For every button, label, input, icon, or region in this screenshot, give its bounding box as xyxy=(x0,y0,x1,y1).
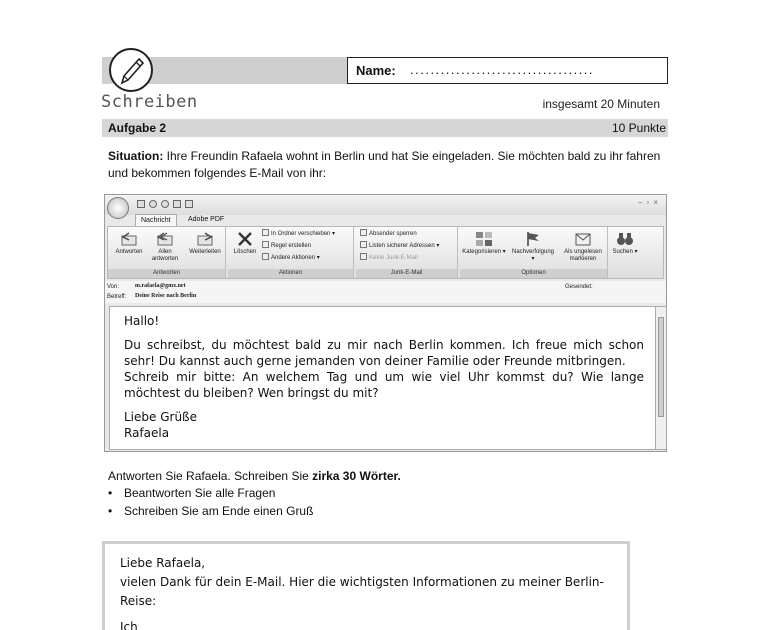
list-item: • Schreiben Sie am Ende einen Gruß xyxy=(108,502,313,520)
reply-label: Antworten xyxy=(115,249,143,255)
create-rule-label: Regel erstellen xyxy=(271,243,312,249)
sent-label: Gesendet: xyxy=(565,284,593,290)
answer-ich: Ich xyxy=(120,620,138,630)
save-icon[interactable] xyxy=(137,200,145,208)
name-field[interactable] xyxy=(347,57,668,84)
envelope-icon xyxy=(574,231,592,247)
folder-icon xyxy=(262,229,269,236)
search-label: Suchen xyxy=(612,249,633,255)
not-junk-button[interactable] xyxy=(360,253,418,261)
subject-value: Deine Reise nach Berlin xyxy=(135,293,197,299)
rule-icon xyxy=(262,241,269,248)
message-paragraph-2: Schreib mir bitte: An welchem Tag und um wie viel Uhr kommst du? Wie lange möchtest du bleiben? Wen bringst du mit? xyxy=(124,370,644,400)
delete-button[interactable] xyxy=(230,231,260,256)
redo-icon[interactable] xyxy=(161,200,169,208)
undo-icon[interactable] xyxy=(149,200,157,208)
message-paragraph-1: Du schreibst, du möchtest bald zu mir nach Berlin kommen. Ich freue mich schon sehr! Du kannst auch gerne jemanden von deiner Familie oder Freunde mitbringen. xyxy=(124,338,644,368)
group-label-antworten: Antworten xyxy=(108,269,225,278)
follow-up-label: Nachverfolgung xyxy=(511,249,555,255)
group-label-aktionen: Aktionen xyxy=(228,269,353,278)
pencil-icon xyxy=(109,48,153,92)
total-time: insgesamt 20 Minuten xyxy=(542,97,660,111)
scrollbar[interactable] xyxy=(655,306,667,450)
message-closing: Liebe Grüße xyxy=(124,410,197,424)
mark-unread-button[interactable] xyxy=(560,231,606,263)
group-label-optionen: Optionen xyxy=(460,269,607,278)
scrollbar-thumb[interactable] xyxy=(658,317,664,417)
block-sender-label: Absender sperren xyxy=(369,231,417,237)
task-title: Aufgabe 2 xyxy=(108,121,167,135)
follow-up-button[interactable]: Nachverfolgung ▾ xyxy=(510,231,556,263)
message-greeting: Hallo! xyxy=(124,314,160,328)
ribbon xyxy=(107,226,664,279)
down-arrow-icon[interactable] xyxy=(185,200,193,208)
task-bar xyxy=(102,119,668,137)
group-junk xyxy=(356,227,458,278)
instruction-list xyxy=(108,484,313,520)
safe-lists-icon xyxy=(360,241,367,248)
situation-body: Ihre Freundin Rafaela wohnt in Berlin und hat Sie eingeladen. Sie möchten bald zu ihr fahren und bekommen folgendes E-Mail von ihr: xyxy=(108,149,661,180)
reply-all-icon xyxy=(156,231,174,247)
reply-icon xyxy=(120,231,138,247)
subject-label: Betreff: xyxy=(107,294,127,300)
section-title: Schreiben xyxy=(101,92,198,112)
delete-x-icon xyxy=(236,231,254,247)
message-signature: Rafaela xyxy=(124,426,170,440)
instruction-text xyxy=(108,467,401,485)
safe-lists-button[interactable]: Listen sicherer Adressen ▾ xyxy=(360,241,439,249)
instruction-intro: Antworten Sie Rafaela. Schreiben Sie xyxy=(108,469,313,483)
move-to-folder-button[interactable]: In Ordner verschieben ▾ xyxy=(262,229,335,237)
office-button[interactable] xyxy=(107,197,129,219)
from-label: Von: xyxy=(107,284,120,290)
answer-box[interactable] xyxy=(102,541,630,630)
safe-lists-label: Listen sicherer Adressen xyxy=(369,243,435,249)
list-item: • Beantworten Sie alle Fragen xyxy=(108,484,313,502)
tab-adobe-pdf[interactable]: Adobe PDF xyxy=(188,216,225,223)
task-points: 10 Punkte xyxy=(611,121,666,135)
binoculars-icon xyxy=(616,231,634,247)
categorize-icon xyxy=(475,231,493,247)
group-optionen xyxy=(460,227,608,278)
name-label: Name: xyxy=(356,63,396,78)
up-arrow-icon[interactable] xyxy=(173,200,181,208)
answer-salutation: Liebe Rafaela, xyxy=(120,556,206,570)
search-button[interactable]: Suchen ▾ xyxy=(612,231,638,256)
reply-button[interactable] xyxy=(112,231,146,256)
forward-icon xyxy=(196,231,214,247)
create-rule-button[interactable] xyxy=(262,241,311,249)
answer-text xyxy=(120,554,620,611)
mark-unread-label: Als ungelesen markieren xyxy=(564,249,602,262)
categorize-label: Kategorisieren xyxy=(462,249,501,255)
situation-label: Situation: xyxy=(108,149,164,163)
forward-button[interactable] xyxy=(186,231,224,256)
group-suchen xyxy=(610,227,640,278)
block-sender-button[interactable] xyxy=(360,229,417,237)
not-junk-label: Keine Junk-E-Mail xyxy=(369,255,418,261)
reply-all-label: Allen antworten xyxy=(151,249,179,262)
instruction-word-count: zirka 30 Wörter. xyxy=(312,469,401,483)
situation-text xyxy=(108,148,664,182)
not-junk-icon xyxy=(360,253,367,260)
message-text xyxy=(124,313,644,441)
message-body xyxy=(109,306,656,450)
group-antworten xyxy=(108,227,226,278)
move-to-folder-label: In Ordner verschieben xyxy=(271,231,331,237)
block-sender-icon xyxy=(360,229,367,236)
categorize-button[interactable]: Kategorisieren ▾ xyxy=(462,231,506,256)
other-actions-label: Andere Aktionen xyxy=(271,255,316,261)
actions-icon xyxy=(262,253,269,260)
other-actions-button[interactable]: Andere Aktionen ▾ xyxy=(262,253,320,261)
forward-label: Weiterleiten xyxy=(189,249,221,255)
message-header xyxy=(105,281,666,303)
group-aktionen xyxy=(228,227,354,278)
flag-icon xyxy=(524,231,542,247)
email-window xyxy=(104,194,667,452)
group-label-junk: Junk-E-Mail xyxy=(356,269,457,278)
title-bar xyxy=(105,195,666,215)
answer-intro: vielen Dank für dein E-Mail. Hier die wichtigsten Informationen zu meiner Berlin-Reise: xyxy=(120,575,604,608)
delete-label: Löschen xyxy=(233,249,257,255)
from-value: m.rafaela@gmx.net xyxy=(135,283,186,289)
reply-all-button[interactable] xyxy=(148,231,182,263)
window-controls-icon[interactable]: –▫× xyxy=(638,198,662,207)
name-dotted-line: .................................... xyxy=(410,62,595,77)
tab-nachricht[interactable]: Nachricht xyxy=(135,214,177,227)
